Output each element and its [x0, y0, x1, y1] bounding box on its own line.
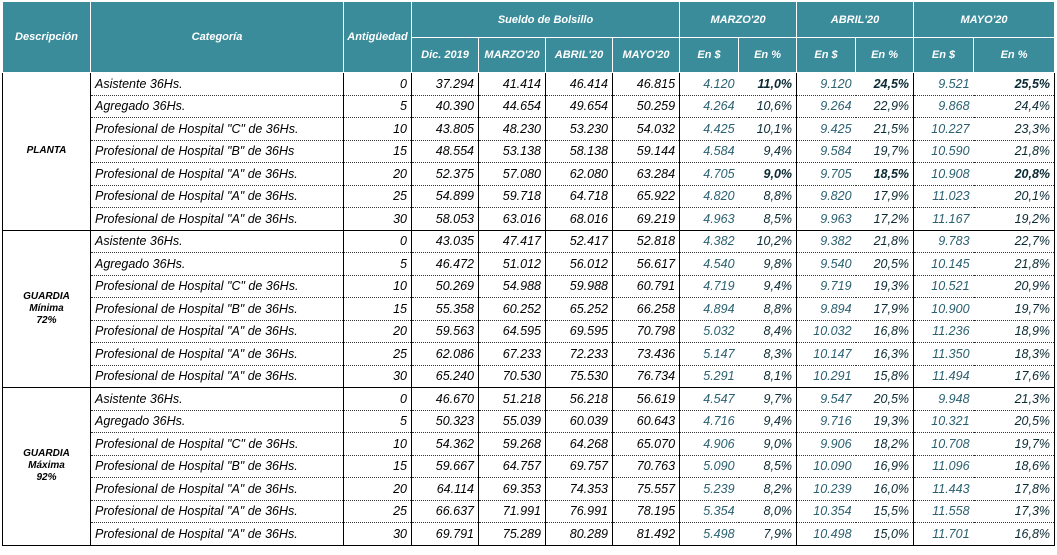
delta-percent-cell: 17,6%: [974, 365, 1055, 388]
delta-amount-cell: 9.425: [797, 118, 856, 141]
antiguedad-cell: 10: [344, 275, 412, 298]
salary-cell: 56.619: [613, 388, 680, 411]
category-cell: Profesional de Hospital "A" de 36Hs.: [91, 320, 344, 343]
category-cell: Agregado 36Hs.: [91, 95, 344, 118]
delta-amount-cell: 11.558: [914, 500, 974, 523]
salary-cell: 56.617: [613, 253, 680, 276]
delta-amount-cell: 4.264: [680, 95, 739, 118]
category-cell: Profesional de Hospital "B" de 36Hs.: [91, 298, 344, 321]
salary-cell: 56.012: [546, 253, 613, 276]
delta-percent-cell: 21,5%: [856, 118, 914, 141]
subheader-5: En %: [739, 38, 797, 73]
delta-percent-cell: 25,5%: [974, 73, 1055, 96]
antiguedad-cell: 30: [344, 523, 412, 546]
salary-table: [2, 1, 1055, 546]
delta-percent-cell: 9,0%: [739, 433, 797, 456]
delta-percent-cell: 23,3%: [974, 118, 1055, 141]
delta-amount-cell: 11.236: [914, 320, 974, 343]
salary-cell: 52.417: [546, 230, 613, 253]
delta-percent-cell: 19,7%: [974, 433, 1055, 456]
delta-percent-cell: 16,8%: [974, 523, 1055, 546]
category-cell: Profesional de Hospital "C" de 36Hs.: [91, 275, 344, 298]
delta-amount-cell: 10.900: [914, 298, 974, 321]
salary-cell: 50.259: [613, 95, 680, 118]
delta-percent-cell: 8,8%: [739, 298, 797, 321]
category-cell: Profesional de Hospital "A" de 36Hs.: [91, 185, 344, 208]
delta-amount-cell: 10.908: [914, 163, 974, 186]
table-row: [3, 478, 1055, 501]
delta-amount-cell: 9.906: [797, 433, 856, 456]
delta-amount-cell: 5.032: [680, 320, 739, 343]
salary-cell: 49.654: [546, 95, 613, 118]
salary-cell: 59.144: [613, 140, 680, 163]
delta-percent-cell: 20,8%: [974, 163, 1055, 186]
salary-cell: 62.080: [546, 163, 613, 186]
table-row: [3, 275, 1055, 298]
antiguedad-cell: 15: [344, 455, 412, 478]
delta-amount-cell: 10.498: [797, 523, 856, 546]
delta-percent-cell: 16,0%: [856, 478, 914, 501]
delta-amount-cell: 4.540: [680, 253, 739, 276]
category-cell: Profesional de Hospital "C" de 36Hs.: [91, 118, 344, 141]
delta-percent-cell: 9,0%: [739, 163, 797, 186]
delta-amount-cell: 9.547: [797, 388, 856, 411]
delta-percent-cell: 17,9%: [856, 185, 914, 208]
delta-percent-cell: 8,8%: [739, 185, 797, 208]
table-row: [3, 140, 1055, 163]
delta-percent-cell: 8,5%: [739, 208, 797, 231]
salary-cell: 54.988: [479, 275, 546, 298]
delta-amount-cell: 9.963: [797, 208, 856, 231]
category-cell: Profesional de Hospital "A" de 36Hs.: [91, 163, 344, 186]
salary-cell: 56.218: [546, 388, 613, 411]
delta-amount-cell: 10.239: [797, 478, 856, 501]
delta-percent-cell: 7,9%: [739, 523, 797, 546]
header-descripcion: Descripción: [3, 2, 91, 73]
salary-cell: 46.670: [412, 388, 479, 411]
salary-cell: 43.035: [412, 230, 479, 253]
delta-percent-cell: 19,7%: [974, 298, 1055, 321]
delta-percent-cell: 11,0%: [739, 73, 797, 96]
category-cell: Profesional de Hospital "A" de 36Hs.: [91, 478, 344, 501]
salary-cell: 59.563: [412, 320, 479, 343]
table-row: [3, 500, 1055, 523]
delta-amount-cell: 9.948: [914, 388, 974, 411]
delta-percent-cell: 16,8%: [856, 320, 914, 343]
delta-percent-cell: 24,5%: [856, 73, 914, 96]
category-cell: Asistente 36Hs.: [91, 230, 344, 253]
salary-cell: 63.016: [479, 208, 546, 231]
delta-amount-cell: 9.264: [797, 95, 856, 118]
delta-amount-cell: 4.547: [680, 388, 739, 411]
delta-percent-cell: 10,6%: [739, 95, 797, 118]
delta-amount-cell: 11.701: [914, 523, 974, 546]
delta-percent-cell: 9,7%: [739, 388, 797, 411]
delta-amount-cell: 11.023: [914, 185, 974, 208]
delta-amount-cell: 9.894: [797, 298, 856, 321]
delta-percent-cell: 20,9%: [974, 275, 1055, 298]
table-row: [3, 118, 1055, 141]
delta-amount-cell: 9.584: [797, 140, 856, 163]
salary-cell: 53.230: [546, 118, 613, 141]
delta-percent-cell: 16,3%: [856, 343, 914, 366]
delta-percent-cell: 17,8%: [974, 478, 1055, 501]
delta-amount-cell: 10.354: [797, 500, 856, 523]
delta-percent-cell: 15,0%: [856, 523, 914, 546]
delta-amount-cell: 9.521: [914, 73, 974, 96]
delta-amount-cell: 10.145: [914, 253, 974, 276]
delta-amount-cell: 10.032: [797, 320, 856, 343]
antiguedad-cell: 0: [344, 73, 412, 96]
delta-amount-cell: 10.227: [914, 118, 974, 141]
subheader-1: MARZO'20: [479, 38, 546, 73]
delta-amount-cell: 9.716: [797, 410, 856, 433]
delta-percent-cell: 21,3%: [974, 388, 1055, 411]
delta-amount-cell: 9.868: [914, 95, 974, 118]
salary-cell: 69.353: [479, 478, 546, 501]
table-row: [3, 365, 1055, 388]
salary-cell: 70.530: [479, 365, 546, 388]
header-mayo: MAYO'20: [914, 2, 1055, 38]
delta-percent-cell: 20,5%: [856, 388, 914, 411]
salary-cell: 60.252: [479, 298, 546, 321]
delta-percent-cell: 9,4%: [739, 140, 797, 163]
antiguedad-cell: 10: [344, 118, 412, 141]
category-cell: Profesional de Hospital "A" de 36Hs.: [91, 523, 344, 546]
salary-cell: 43.805: [412, 118, 479, 141]
table-row: [3, 185, 1055, 208]
table-row: [3, 455, 1055, 478]
header-marzo: MARZO'20: [680, 2, 797, 38]
delta-percent-cell: 8,2%: [739, 478, 797, 501]
salary-cell: 73.436: [613, 343, 680, 366]
delta-percent-cell: 10,1%: [739, 118, 797, 141]
delta-percent-cell: 8,3%: [739, 343, 797, 366]
delta-percent-cell: 18,3%: [974, 343, 1055, 366]
table-row: [3, 208, 1055, 231]
delta-percent-cell: 20,5%: [856, 253, 914, 276]
delta-amount-cell: 4.120: [680, 73, 739, 96]
subheader-2: ABRIL'20: [546, 38, 613, 73]
delta-amount-cell: 11.443: [914, 478, 974, 501]
salary-cell: 70.763: [613, 455, 680, 478]
subheader-9: En %: [974, 38, 1055, 73]
table-row: [3, 298, 1055, 321]
salary-cell: 63.284: [613, 163, 680, 186]
delta-amount-cell: 10.521: [914, 275, 974, 298]
delta-amount-cell: 10.291: [797, 365, 856, 388]
salary-cell: 64.114: [412, 478, 479, 501]
delta-percent-cell: 20,1%: [974, 185, 1055, 208]
salary-cell: 69.791: [412, 523, 479, 546]
delta-amount-cell: 5.291: [680, 365, 739, 388]
delta-percent-cell: 9,4%: [739, 275, 797, 298]
antiguedad-cell: 30: [344, 208, 412, 231]
salary-cell: 51.218: [479, 388, 546, 411]
salary-cell: 76.991: [546, 500, 613, 523]
header-sueldo: Sueldo de Bolsillo: [412, 2, 680, 38]
salary-cell: 75.530: [546, 365, 613, 388]
salary-cell: 60.791: [613, 275, 680, 298]
table-row: [3, 163, 1055, 186]
delta-percent-cell: 17,3%: [974, 500, 1055, 523]
salary-cell: 59.718: [479, 185, 546, 208]
delta-amount-cell: 9.540: [797, 253, 856, 276]
salary-cell: 71.991: [479, 500, 546, 523]
salary-cell: 70.798: [613, 320, 680, 343]
salary-cell: 37.294: [412, 73, 479, 96]
antiguedad-cell: 10: [344, 433, 412, 456]
delta-amount-cell: 5.090: [680, 455, 739, 478]
salary-cell: 69.219: [613, 208, 680, 231]
delta-amount-cell: 10.590: [914, 140, 974, 163]
category-cell: Profesional de Hospital "A" de 36Hs.: [91, 343, 344, 366]
delta-amount-cell: 11.350: [914, 343, 974, 366]
delta-amount-cell: 5.354: [680, 500, 739, 523]
salary-cell: 41.414: [479, 73, 546, 96]
subheader-8: En $: [914, 38, 974, 73]
salary-cell: 75.289: [479, 523, 546, 546]
delta-percent-cell: 8,1%: [739, 365, 797, 388]
delta-amount-cell: 9.382: [797, 230, 856, 253]
antiguedad-cell: 25: [344, 343, 412, 366]
delta-amount-cell: 4.716: [680, 410, 739, 433]
delta-percent-cell: 10,2%: [739, 230, 797, 253]
salary-cell: 66.637: [412, 500, 479, 523]
delta-amount-cell: 4.584: [680, 140, 739, 163]
salary-cell: 64.718: [546, 185, 613, 208]
delta-amount-cell: 10.321: [914, 410, 974, 433]
delta-percent-cell: 18,6%: [974, 455, 1055, 478]
salary-cell: 64.757: [479, 455, 546, 478]
table-row: [3, 410, 1055, 433]
salary-cell: 53.138: [479, 140, 546, 163]
delta-percent-cell: 18,9%: [974, 320, 1055, 343]
salary-cell: 64.268: [546, 433, 613, 456]
delta-percent-cell: 19,2%: [974, 208, 1055, 231]
delta-percent-cell: 8,0%: [739, 500, 797, 523]
delta-percent-cell: 17,2%: [856, 208, 914, 231]
salary-cell: 69.595: [546, 320, 613, 343]
salary-cell: 65.922: [613, 185, 680, 208]
antiguedad-cell: 25: [344, 500, 412, 523]
delta-amount-cell: 4.425: [680, 118, 739, 141]
salary-cell: 58.138: [546, 140, 613, 163]
category-cell: Profesional de Hospital "A" de 36Hs.: [91, 500, 344, 523]
table-row: [3, 253, 1055, 276]
delta-amount-cell: 11.167: [914, 208, 974, 231]
delta-percent-cell: 18,2%: [856, 433, 914, 456]
category-cell: Agregado 36Hs.: [91, 253, 344, 276]
table-row: [3, 95, 1055, 118]
delta-amount-cell: 4.705: [680, 163, 739, 186]
group-label: PLANTA: [3, 73, 91, 231]
delta-amount-cell: 4.719: [680, 275, 739, 298]
table-row: [3, 343, 1055, 366]
salary-cell: 62.086: [412, 343, 479, 366]
delta-percent-cell: 20,5%: [974, 410, 1055, 433]
salary-cell: 55.358: [412, 298, 479, 321]
salary-cell: 78.195: [613, 500, 680, 523]
delta-amount-cell: 5.147: [680, 343, 739, 366]
category-cell: Asistente 36Hs.: [91, 388, 344, 411]
salary-cell: 59.667: [412, 455, 479, 478]
salary-cell: 67.233: [479, 343, 546, 366]
delta-amount-cell: 5.239: [680, 478, 739, 501]
category-cell: Profesional de Hospital "A" de 36Hs.: [91, 365, 344, 388]
table-row: [3, 73, 1055, 96]
category-cell: Profesional de Hospital "B" de 36Hs.: [91, 455, 344, 478]
subheader-4: En $: [680, 38, 739, 73]
salary-cell: 44.654: [479, 95, 546, 118]
delta-amount-cell: 11.096: [914, 455, 974, 478]
salary-cell: 65.240: [412, 365, 479, 388]
salary-cell: 65.070: [613, 433, 680, 456]
subheader-0: Dic. 2019: [412, 38, 479, 73]
delta-amount-cell: 10.090: [797, 455, 856, 478]
antiguedad-cell: 15: [344, 140, 412, 163]
category-cell: Asistente 36Hs.: [91, 73, 344, 96]
delta-amount-cell: 10.147: [797, 343, 856, 366]
delta-percent-cell: 15,8%: [856, 365, 914, 388]
salary-cell: 47.417: [479, 230, 546, 253]
antiguedad-cell: 20: [344, 320, 412, 343]
antiguedad-cell: 0: [344, 388, 412, 411]
header-categoria: Categoría: [91, 2, 344, 73]
salary-cell: 80.289: [546, 523, 613, 546]
delta-amount-cell: 9.783: [914, 230, 974, 253]
delta-amount-cell: 4.382: [680, 230, 739, 253]
delta-percent-cell: 22,9%: [856, 95, 914, 118]
salary-cell: 76.734: [613, 365, 680, 388]
subheader-6: En $: [797, 38, 856, 73]
salary-cell: 64.595: [479, 320, 546, 343]
delta-percent-cell: 9,8%: [739, 253, 797, 276]
delta-amount-cell: 9.120: [797, 73, 856, 96]
salary-cell: 68.016: [546, 208, 613, 231]
salary-cell: 59.268: [479, 433, 546, 456]
salary-cell: 54.362: [412, 433, 479, 456]
delta-percent-cell: 15,5%: [856, 500, 914, 523]
delta-amount-cell: 10.708: [914, 433, 974, 456]
delta-amount-cell: 5.498: [680, 523, 739, 546]
salary-cell: 66.258: [613, 298, 680, 321]
salary-cell: 59.988: [546, 275, 613, 298]
subheader-7: En %: [856, 38, 914, 73]
salary-cell: 48.230: [479, 118, 546, 141]
antiguedad-cell: 5: [344, 95, 412, 118]
header-abril: ABRIL'20: [797, 2, 914, 38]
table-row: [3, 388, 1055, 411]
antiguedad-cell: 15: [344, 298, 412, 321]
salary-cell: 65.252: [546, 298, 613, 321]
delta-amount-cell: 11.494: [914, 365, 974, 388]
salary-cell: 52.818: [613, 230, 680, 253]
antiguedad-cell: 5: [344, 410, 412, 433]
table-row: [3, 523, 1055, 546]
delta-percent-cell: 17,9%: [856, 298, 914, 321]
delta-percent-cell: 19,3%: [856, 410, 914, 433]
delta-percent-cell: 22,7%: [974, 230, 1055, 253]
delta-percent-cell: 19,3%: [856, 275, 914, 298]
delta-percent-cell: 21,8%: [856, 230, 914, 253]
salary-cell: 48.554: [412, 140, 479, 163]
delta-percent-cell: 19,7%: [856, 140, 914, 163]
delta-percent-cell: 21,8%: [974, 253, 1055, 276]
delta-amount-cell: 4.963: [680, 208, 739, 231]
antiguedad-cell: 5: [344, 253, 412, 276]
delta-percent-cell: 24,4%: [974, 95, 1055, 118]
antiguedad-cell: 25: [344, 185, 412, 208]
salary-cell: 46.472: [412, 253, 479, 276]
group-label: GUARDIA Mínima 72%: [3, 230, 91, 388]
header-antiguedad: Antigüedad: [344, 2, 412, 73]
category-cell: Profesional de Hospital "C" de 36Hs.: [91, 433, 344, 456]
antiguedad-cell: 0: [344, 230, 412, 253]
delta-percent-cell: 8,4%: [739, 320, 797, 343]
salary-cell: 46.414: [546, 73, 613, 96]
antiguedad-cell: 20: [344, 478, 412, 501]
antiguedad-cell: 30: [344, 365, 412, 388]
salary-cell: 55.039: [479, 410, 546, 433]
delta-amount-cell: 4.906: [680, 433, 739, 456]
category-cell: Profesional de Hospital "A" de 36Hs.: [91, 208, 344, 231]
table-row: [3, 320, 1055, 343]
category-cell: Profesional de Hospital "B" de 36Hs: [91, 140, 344, 163]
delta-percent-cell: 16,9%: [856, 455, 914, 478]
salary-cell: 50.323: [412, 410, 479, 433]
delta-amount-cell: 9.705: [797, 163, 856, 186]
salary-cell: 51.012: [479, 253, 546, 276]
delta-amount-cell: 4.894: [680, 298, 739, 321]
delta-percent-cell: 8,5%: [739, 455, 797, 478]
salary-cell: 54.032: [613, 118, 680, 141]
table-row: [3, 433, 1055, 456]
delta-percent-cell: 21,8%: [974, 140, 1055, 163]
salary-cell: 52.375: [412, 163, 479, 186]
salary-cell: 60.039: [546, 410, 613, 433]
salary-cell: 60.643: [613, 410, 680, 433]
delta-percent-cell: 18,5%: [856, 163, 914, 186]
subheader-3: MAYO'20: [613, 38, 680, 73]
salary-cell: 72.233: [546, 343, 613, 366]
salary-cell: 74.353: [546, 478, 613, 501]
delta-amount-cell: 9.719: [797, 275, 856, 298]
salary-cell: 40.390: [412, 95, 479, 118]
group-label: GUARDIA Máxima 92%: [3, 388, 91, 546]
salary-cell: 58.053: [412, 208, 479, 231]
delta-amount-cell: 9.820: [797, 185, 856, 208]
antiguedad-cell: 20: [344, 163, 412, 186]
salary-cell: 75.557: [613, 478, 680, 501]
salary-cell: 46.815: [613, 73, 680, 96]
salary-cell: 50.269: [412, 275, 479, 298]
salary-cell: 57.080: [479, 163, 546, 186]
salary-cell: 81.492: [613, 523, 680, 546]
table-row: [3, 230, 1055, 253]
category-cell: Agregado 36Hs.: [91, 410, 344, 433]
delta-amount-cell: 4.820: [680, 185, 739, 208]
delta-percent-cell: 9,4%: [739, 410, 797, 433]
salary-cell: 54.899: [412, 185, 479, 208]
salary-cell: 69.757: [546, 455, 613, 478]
